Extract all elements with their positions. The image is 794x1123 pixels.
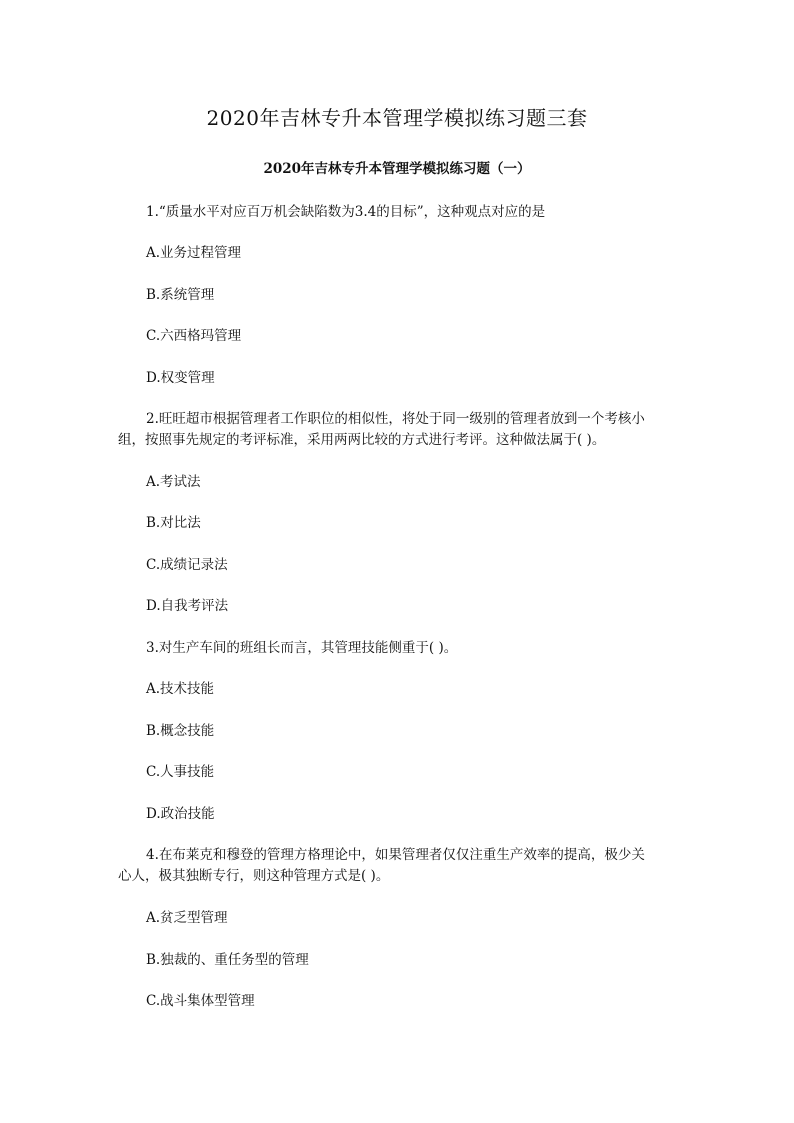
question-2-option-d: D.自我考评法 [146, 598, 229, 614]
question-3-option-b: B.概念技能 [146, 723, 215, 739]
question-2-option-a: A.考试法 [146, 474, 201, 490]
question-4-option-a: A.贫乏型管理 [146, 910, 228, 926]
document-title: 2020年吉林专升本管理学模拟练习题三套 [206, 106, 588, 130]
section-title: 2020年吉林专升本管理学模拟练习题（一） [263, 161, 531, 177]
question-2-option-b: B.对比法 [146, 515, 201, 531]
question-3-option-d: D.政治技能 [146, 806, 215, 822]
question-1-option-b: B.系统管理 [146, 287, 215, 303]
question-4-option-b: B.独裁的、重任务型的管理 [146, 952, 309, 968]
question-4-stem-line-1: 4.在布莱克和穆登的管理方格理论中，如果管理者仅仅注重生产效率的提高，极少关 [146, 847, 645, 863]
question-2-stem-line-1: 2.旺旺超市根据管理者工作职位的相似性，将处于同一级别的管理者放到一个考核小 [146, 411, 645, 427]
question-1-option-c: C.六西格玛管理 [146, 328, 242, 344]
question-3-option-a: A.技术技能 [146, 681, 215, 697]
question-2-stem-line-2: 组，按照事先规定的考评标准，采用两两比较的方式进行考评。这种做法属于( )。 [118, 432, 606, 448]
question-2-option-c: C.成绩记录法 [146, 557, 228, 573]
question-4-option-c: C.战斗集体型管理 [146, 993, 255, 1009]
question-1-option-a: A.业务过程管理 [146, 245, 242, 261]
question-1-stem: 1.“质量水平对应百万机会缺陷数为3.4的目标”，这种观点对应的是 [146, 204, 546, 220]
question-3-option-c: C.人事技能 [146, 764, 215, 780]
question-1-option-d: D.权变管理 [146, 370, 215, 386]
question-3-stem: 3.对生产车间的班组长而言，其管理技能侧重于( )。 [146, 640, 458, 656]
question-4-stem-line-2: 心人，极其独断专行，则这种管理方式是( )。 [118, 868, 390, 884]
